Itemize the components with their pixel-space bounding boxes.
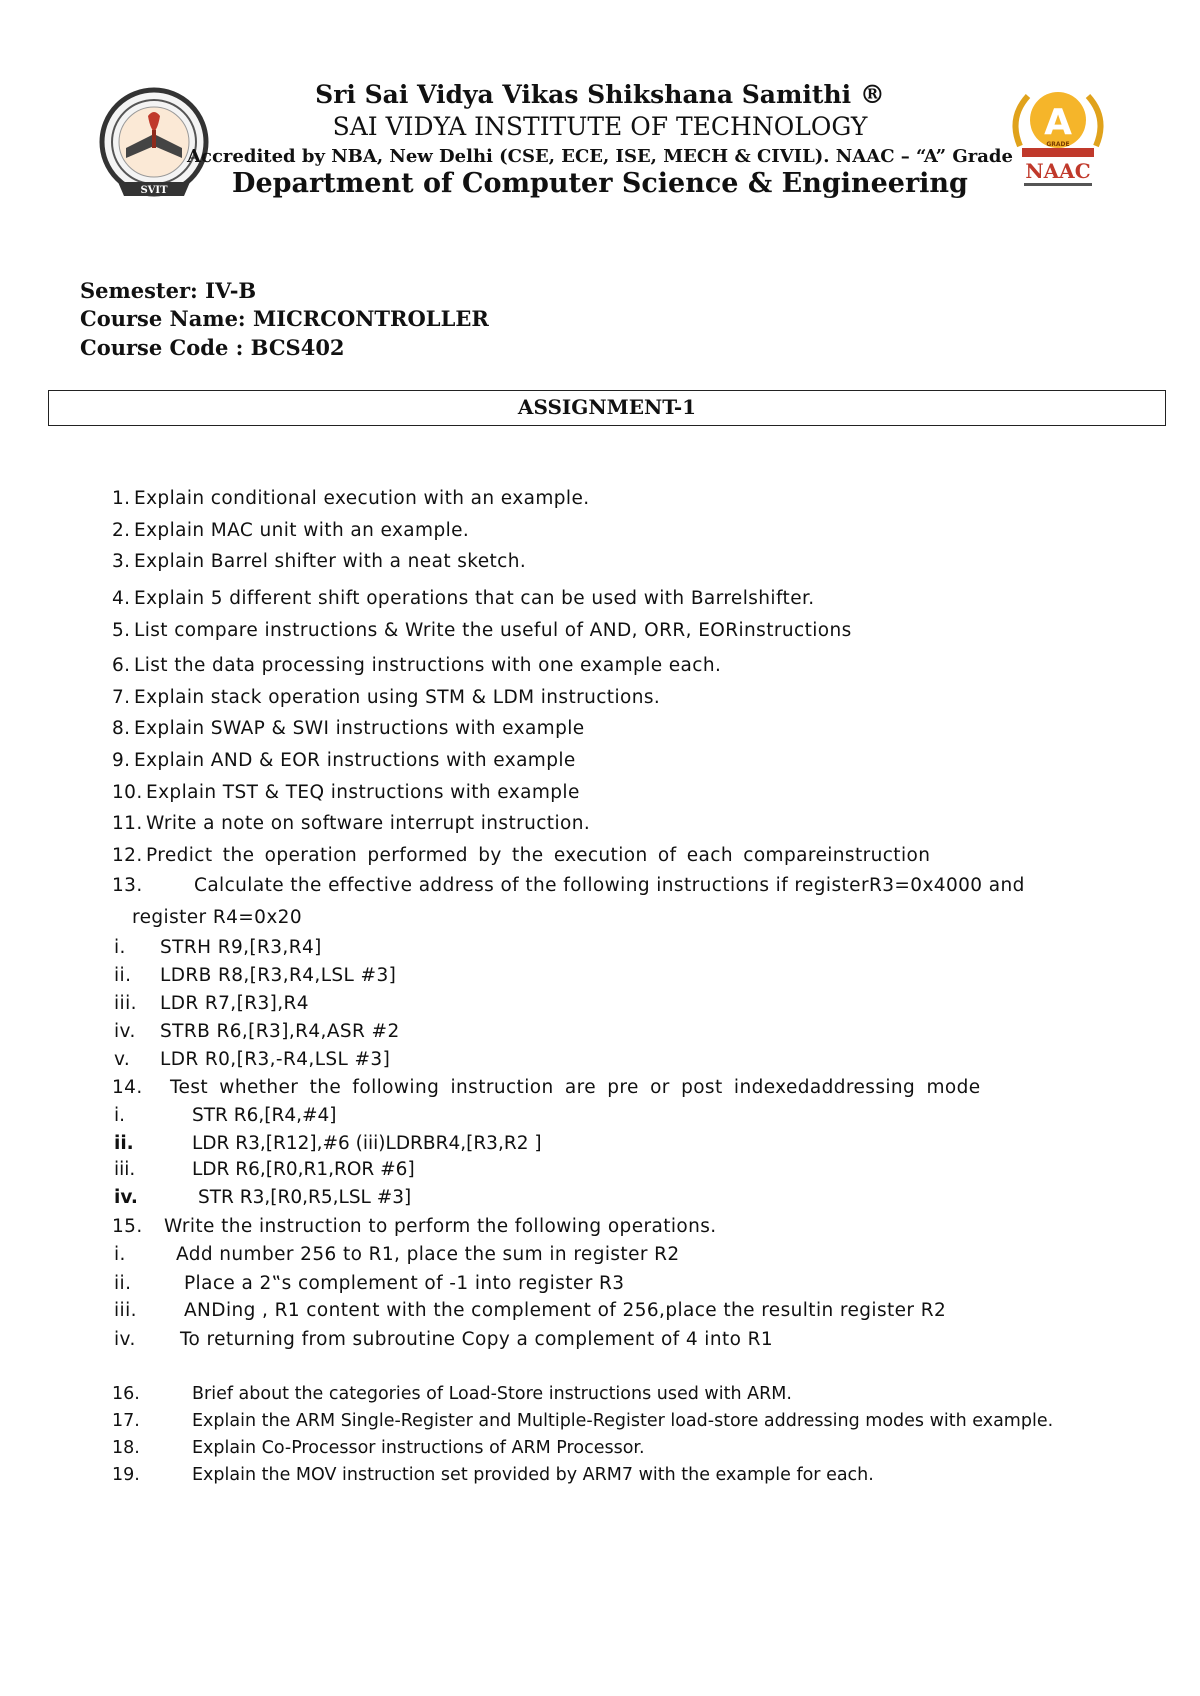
naac-grade-small: GRADE xyxy=(1046,141,1070,148)
question-text: Explain 5 different shift operations that can be used with Barrelshifter. xyxy=(134,588,815,609)
sub-item-text: LDR R3,[R12],#6 (iii)LDRBR4,[R3,R2 ] xyxy=(192,1133,542,1154)
question-text: Explain Barrel shifter with a neat sketch. xyxy=(134,551,527,572)
question-number: 3. xyxy=(112,551,131,572)
question-number: 12. xyxy=(112,845,143,866)
semester-line: Semester: IV-B xyxy=(80,278,257,303)
sub-item-number: ii. xyxy=(114,965,132,986)
question-text: Write a note on software interrupt instruction. xyxy=(146,813,591,834)
sub-item-text: LDR R7,[R3],R4 xyxy=(160,993,309,1014)
question-text: Predict the operation performed by the execution of each compareinstruction xyxy=(146,845,931,866)
institute-title: SAI VIDYA INSTITUTE OF TECHNOLOGY xyxy=(332,112,868,141)
question-text: Explain the MOV instruction set provided by ARM7 with the example for each. xyxy=(192,1465,874,1485)
question-number: 14. xyxy=(112,1077,143,1098)
question-number: 10. xyxy=(112,782,143,803)
accreditation-line: Accredited by NBA, New Delhi (CSE, ECE, ISE, MECH & CIVIL). NAAC – “A” Grade xyxy=(187,146,1013,167)
question-text: Explain Co-Processor instructions of ARM Processor. xyxy=(192,1438,645,1458)
sub-item-number: iv. xyxy=(114,1021,136,1042)
question-text: List the data processing instructions with one example each. xyxy=(134,655,722,676)
question-number: 18. xyxy=(112,1438,140,1458)
sub-item-number: iii. xyxy=(114,993,137,1014)
sub-item-text: STR R3,[R0,R5,LSL #3] xyxy=(198,1187,412,1208)
department-title: Department of Computer Science & Engineering xyxy=(232,168,968,199)
assignment-title: ASSIGNMENT-1 xyxy=(517,395,697,419)
question-number: 11. xyxy=(112,813,143,834)
sub-item-text: To returning from subroutine Copy a complement of 4 into R1 xyxy=(180,1329,774,1350)
sub-item-number: iii. xyxy=(114,1300,137,1321)
question-text: List compare instructions & Write the useful of AND, ORR, EORinstructions xyxy=(134,620,852,641)
question-number: 9. xyxy=(112,750,131,771)
naac-text: NAAC xyxy=(1025,159,1091,183)
sub-item-text: STRB R6,[R3],R4,ASR #2 xyxy=(160,1021,400,1042)
question-text: Explain TST & TEQ instructions with example xyxy=(146,782,580,803)
question-text: Brief about the categories of Load-Store instructions used with ARM. xyxy=(192,1384,792,1404)
sub-item-text: ANDing , R1 content with the complement of 256,place the resultin register R2 xyxy=(184,1300,947,1321)
sub-item-number: iv. xyxy=(114,1329,136,1350)
sub-item-number: i. xyxy=(114,1244,126,1265)
question-text: Explain MAC unit with an example. xyxy=(134,520,470,541)
sub-item-text: LDR R6,[R0,R1,ROR #6] xyxy=(192,1159,415,1180)
question-text: Explain stack operation using STM & LDM instructions. xyxy=(134,687,661,708)
sub-item-number: i. xyxy=(114,1105,126,1126)
sub-item-number: iii. xyxy=(114,1159,136,1180)
question-text: Explain the ARM Single-Register and Multiple-Register load-store addressing modes with example. xyxy=(192,1411,1054,1431)
sub-item-number: v. xyxy=(114,1049,131,1070)
sub-item-text: LDR R0,[R3,-R4,LSL #3] xyxy=(160,1049,391,1070)
question-number: 8. xyxy=(112,718,131,739)
course-code-line: Course Code : BCS402 xyxy=(80,335,345,360)
question-text: Write the instruction to perform the following operations. xyxy=(164,1216,717,1237)
sub-item-text: STR R6,[R4,#4] xyxy=(192,1105,337,1126)
sub-item-text: Place a 2‟s complement of -1 into register R3 xyxy=(184,1273,625,1294)
question-text: Explain SWAP & SWI instructions with example xyxy=(134,718,585,739)
question-number: 19. xyxy=(112,1465,140,1485)
question-number: 7. xyxy=(112,687,131,708)
question-number: 4. xyxy=(112,588,131,609)
question-number: 1. xyxy=(112,488,131,509)
question-number: 13. xyxy=(112,875,143,896)
sub-item-number: ii. xyxy=(114,1273,132,1294)
sub-item-text: STRH R9,[R3,R4] xyxy=(160,937,322,958)
samithi-title: Sri Sai Vidya Vikas Shikshana Samithi ® xyxy=(315,80,885,109)
question-number: 6. xyxy=(112,655,131,676)
question-number: 2. xyxy=(112,520,131,541)
question-number: 17. xyxy=(112,1411,140,1431)
question-number: 15. xyxy=(112,1216,143,1237)
svit-logo-text: SVIT xyxy=(140,185,168,196)
sub-item-number: iv. xyxy=(114,1187,138,1208)
question-text: Calculate the effective address of the following instructions if registerR3=0x4000 and xyxy=(194,875,1025,896)
naac-grade-letter: A xyxy=(1044,102,1072,143)
sub-item-number: i. xyxy=(114,937,126,958)
question-text: Test whether the following instruction are pre or post indexedaddressing mode xyxy=(170,1077,981,1098)
sub-item-number: ii. xyxy=(114,1133,134,1154)
question-number: 16. xyxy=(112,1384,140,1404)
question-number: 5. xyxy=(112,620,131,641)
course-name-line: Course Name: MICRCONTROLLER xyxy=(80,306,489,331)
question-text: Explain conditional execution with an example. xyxy=(134,488,590,509)
sub-item-text: Add number 256 to R1, place the sum in register R2 xyxy=(176,1244,680,1265)
question-text: Explain AND & EOR instructions with example xyxy=(134,750,576,771)
sub-item-text: LDRB R8,[R3,R4,LSL #3] xyxy=(160,965,397,986)
assignment-title-box xyxy=(48,390,1166,426)
question-continuation: register R4=0x20 xyxy=(132,907,303,928)
